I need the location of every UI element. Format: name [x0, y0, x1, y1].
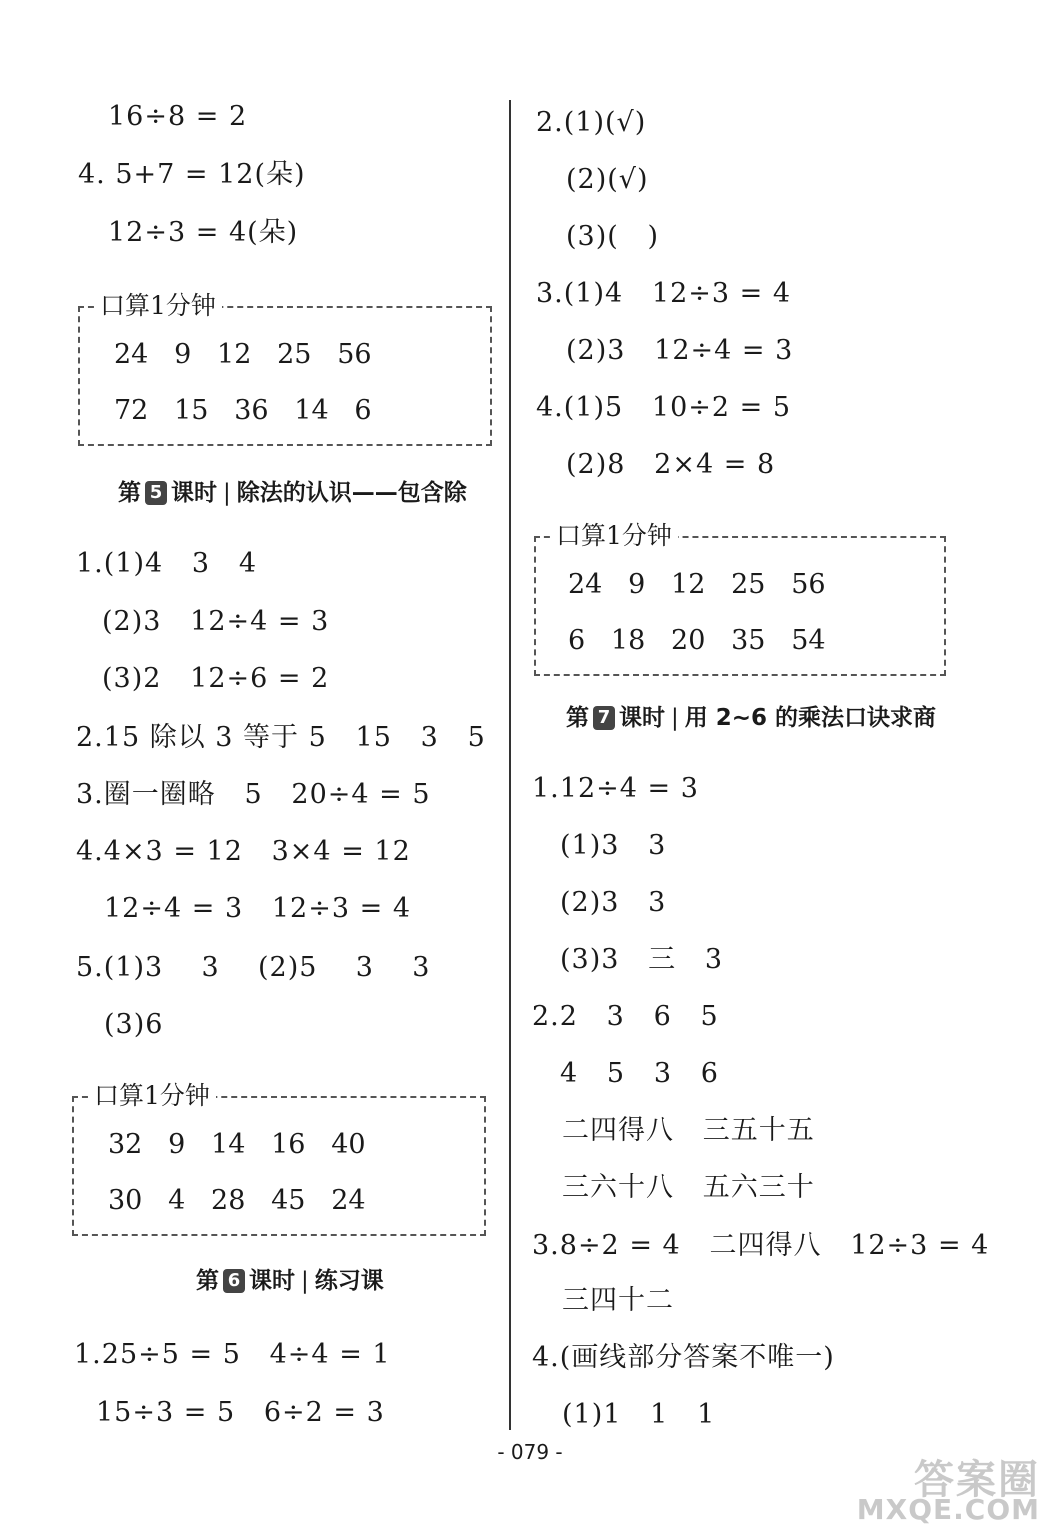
lesson-prefix: 第	[118, 480, 141, 506]
lesson-separator: |	[671, 705, 679, 731]
answer-line: 三四十二	[562, 1285, 674, 1316]
mental-math-row: 72 15 36 14 6	[114, 395, 372, 426]
lesson-suffix: 课时	[171, 480, 217, 506]
answer-line: 3.8÷2 = 4 二四得八 12÷3 = 4	[532, 1230, 990, 1261]
mental-math-title: 口算1分钟	[94, 290, 222, 322]
answer-line: 3.(1)4 12÷3 = 4	[536, 278, 792, 309]
answer-line: 12÷3 = 4(朵)	[108, 217, 299, 248]
answer-line: 4. 5+7 = 12(朵)	[78, 159, 306, 190]
answer-line: 16÷8 = 2	[108, 101, 248, 132]
answer-line: 1.12÷4 = 3	[532, 773, 699, 804]
answer-line: (2)8 2×4 = 8	[566, 449, 776, 480]
lesson-prefix: 第	[196, 1268, 219, 1294]
answer-line: 二四得八 三五十五	[562, 1115, 815, 1146]
answer-line: (1)3 3	[560, 830, 667, 861]
mental-math-box	[534, 521, 946, 676]
mental-math-title: 口算1分钟	[88, 1080, 216, 1112]
answer-line: 2.(1)(√)	[536, 107, 647, 138]
watermark-domain: MXQE.COM	[856, 1493, 1040, 1526]
lesson-prefix: 第	[566, 705, 589, 731]
mental-math-row: 24 9 12 25 56	[114, 339, 372, 370]
lesson-title: 用 2~6 的乘法口诀求商	[684, 705, 937, 731]
lesson-title: 除法的认识——包含除	[236, 480, 467, 506]
mental-math-box	[78, 291, 492, 446]
answer-line: (2)(√)	[566, 164, 649, 195]
column-divider	[509, 100, 511, 1430]
lesson-number-badge: 6	[223, 1269, 245, 1293]
lesson-heading	[566, 701, 936, 735]
mental-math-row: 6 18 20 35 54	[568, 625, 826, 656]
answer-line: 2.2 3 6 5	[532, 1001, 719, 1032]
answer-line: (2)3 12÷4 = 3	[102, 606, 330, 637]
answer-line: 4.(画线部分答案不唯一)	[532, 1342, 835, 1373]
answer-line: 12÷4 = 3 12÷3 = 4	[104, 893, 411, 924]
answer-line: 三六十八 五六三十	[562, 1172, 815, 1203]
answer-line: 4.(1)5 10÷2 = 5	[536, 392, 792, 423]
lesson-heading	[196, 1264, 384, 1298]
answer-line: 2.15 除以 3 等于 5 15 3 5	[76, 722, 486, 753]
answer-line: (3)2 12÷6 = 2	[102, 663, 330, 694]
lesson-heading	[118, 476, 467, 510]
answer-line: (1)1 1 1	[562, 1399, 716, 1430]
mental-math-title: 口算1分钟	[550, 520, 678, 552]
answer-line: (3)3 三 3	[560, 944, 724, 975]
answer-line: 1.(1)4 3 4	[76, 548, 258, 579]
watermark-logo	[856, 1448, 1048, 1528]
mental-math-row: 30 4 28 45 24	[108, 1185, 366, 1216]
answer-line: 15÷3 = 5 6÷2 = 3	[96, 1397, 385, 1428]
answer-line: (3)( )	[566, 221, 660, 252]
lesson-number-badge: 5	[145, 481, 167, 505]
answer-line: 5.(1)3 3 (2)5 3 3	[76, 952, 431, 983]
answer-line: 4.4×3 = 12 3×4 = 12	[76, 836, 411, 867]
answer-line: 4 5 3 6	[560, 1058, 719, 1089]
page-number: - 079 -	[497, 1440, 563, 1464]
mental-math-box	[72, 1081, 486, 1236]
answer-line: 3.圈一圈略 5 20÷4 = 5	[76, 779, 431, 810]
watermark-text: 答案圈	[914, 1457, 1040, 1503]
lesson-separator: |	[301, 1268, 309, 1294]
mental-math-row: 32 9 14 16 40	[108, 1129, 366, 1160]
lesson-number-badge: 7	[593, 706, 615, 730]
lesson-separator: |	[223, 480, 231, 506]
lesson-suffix: 课时	[249, 1268, 295, 1294]
mental-math-row: 24 9 12 25 56	[568, 569, 826, 600]
lesson-suffix: 课时	[619, 705, 665, 731]
answer-line: 1.25÷5 = 5 4÷4 = 1	[74, 1339, 391, 1370]
answer-line: (2)3 3	[560, 887, 667, 918]
answer-line: (3)6	[104, 1009, 164, 1040]
answer-line: (2)3 12÷4 = 3	[566, 335, 794, 366]
lesson-title: 练习课	[314, 1268, 384, 1294]
